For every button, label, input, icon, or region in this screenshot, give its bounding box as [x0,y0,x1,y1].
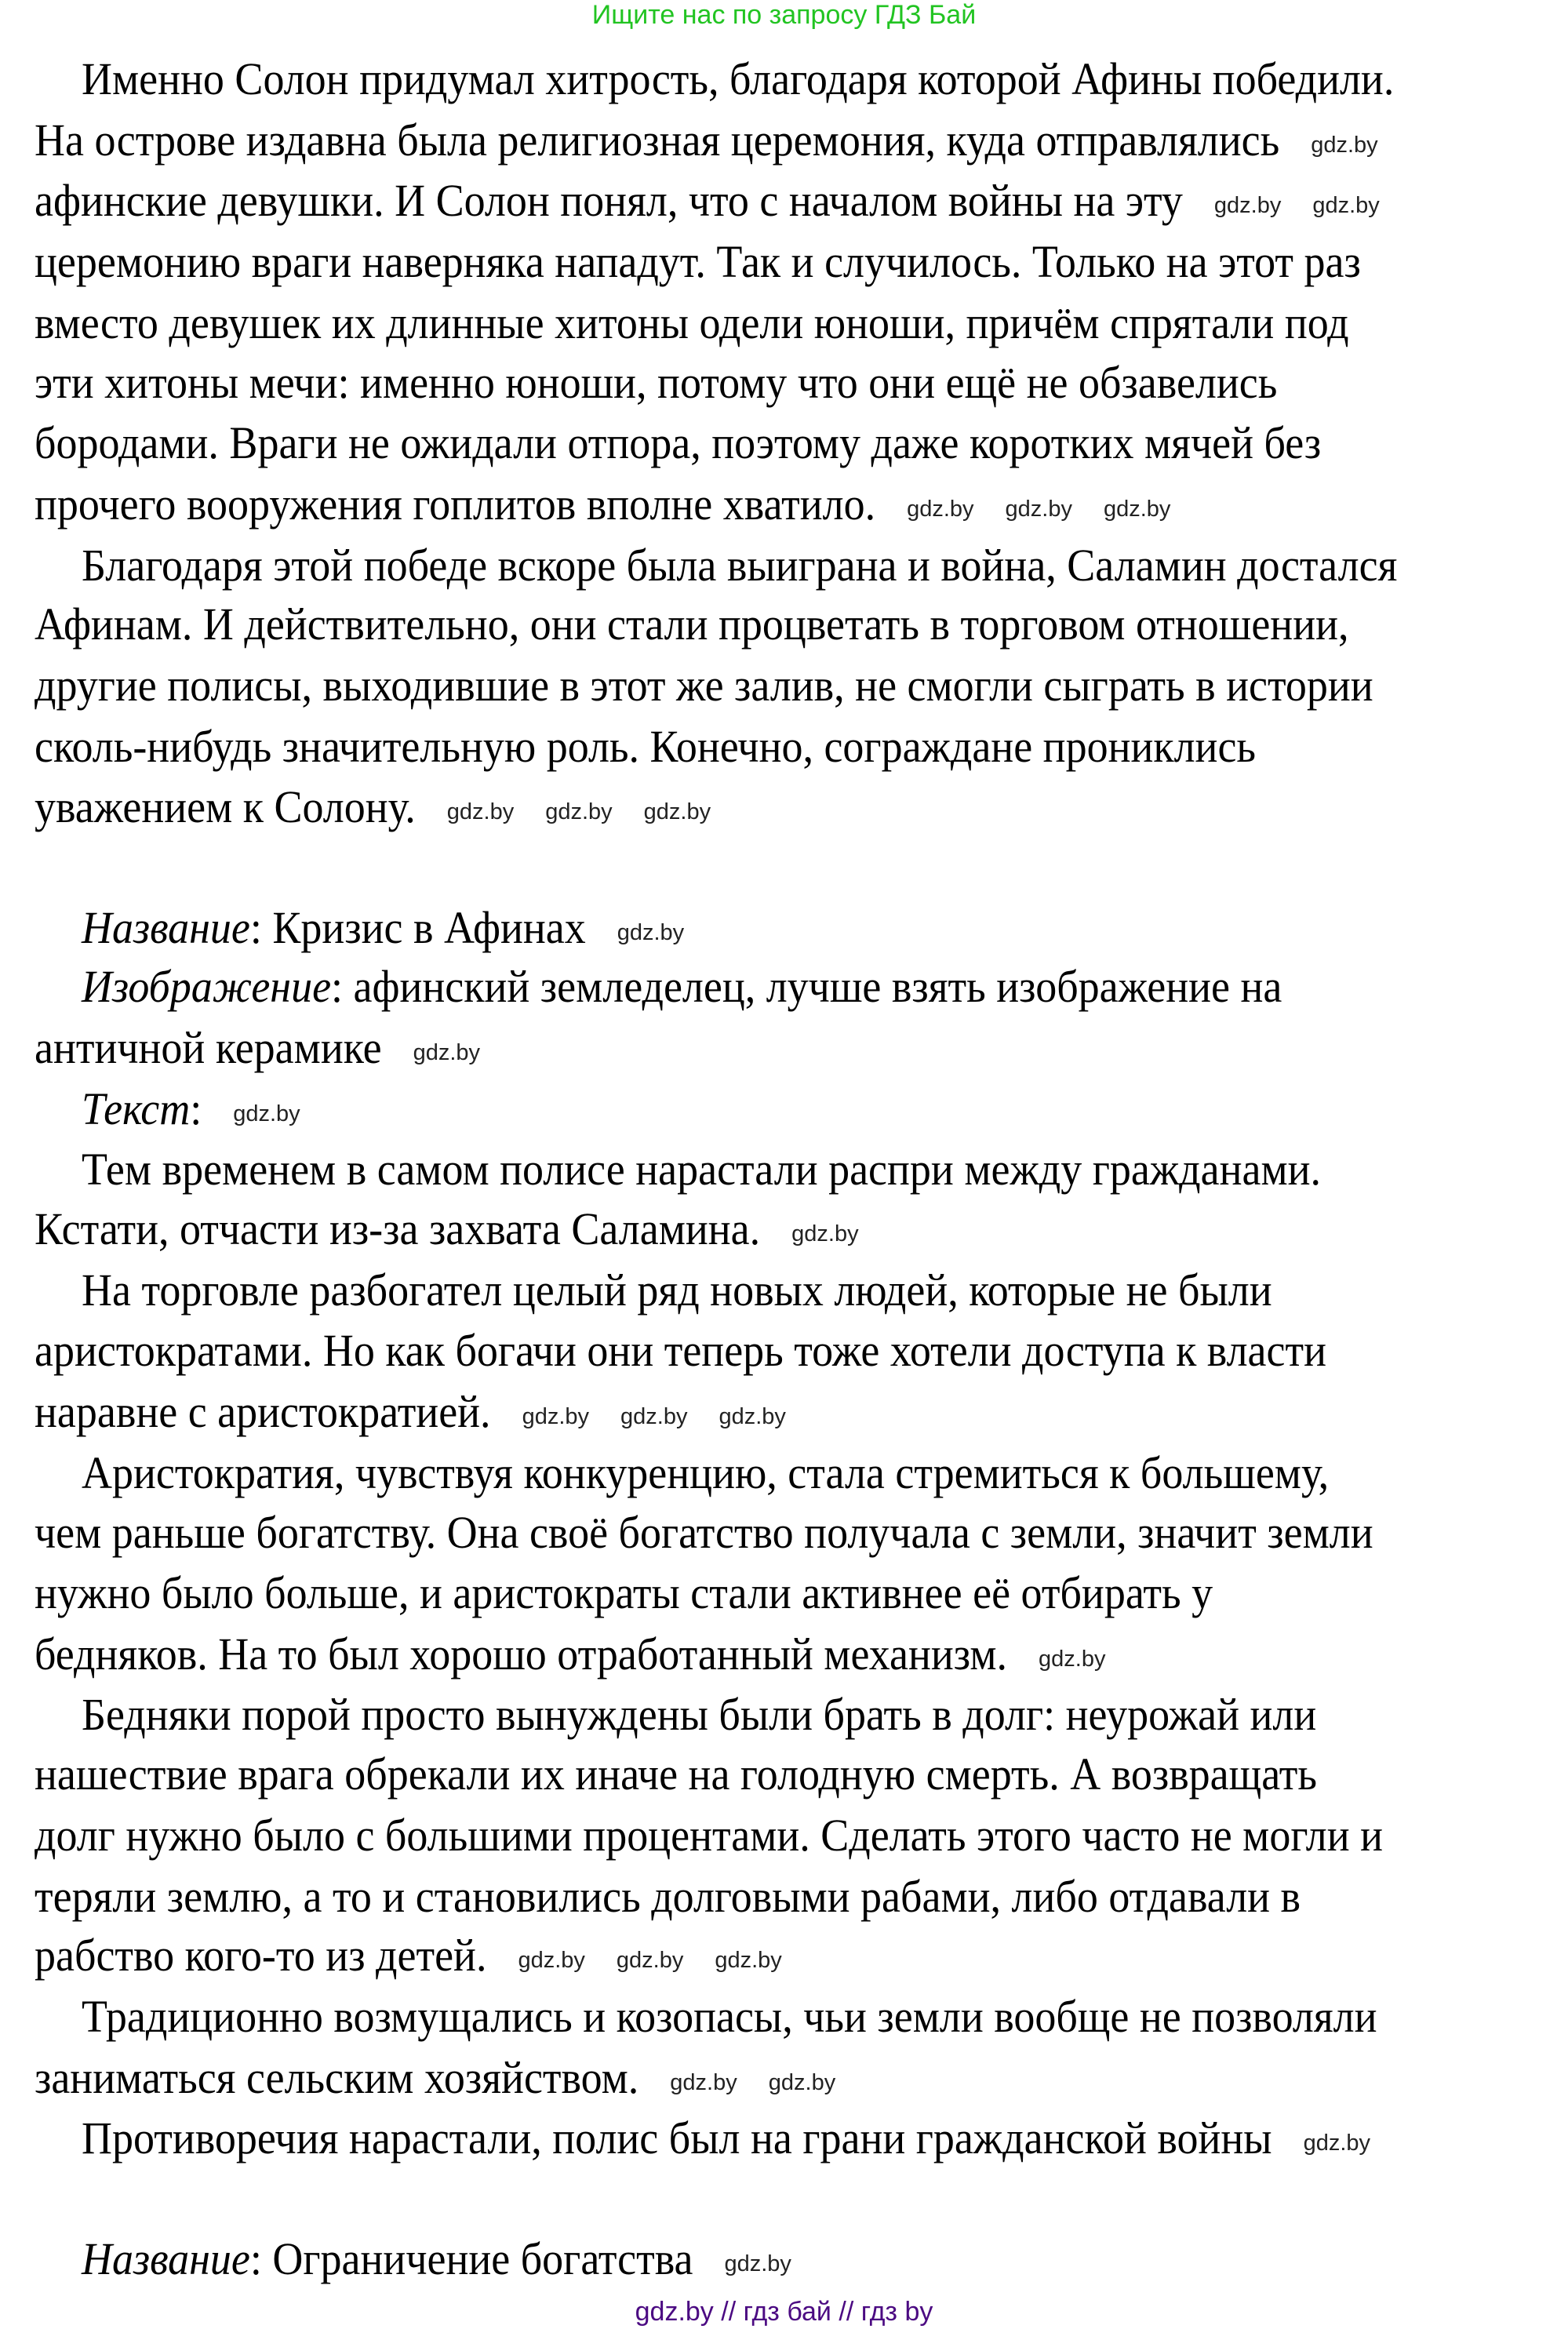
line-text: бородами. Враги не ожидали отпора, поэтому даже коротких мячей без [35,417,1322,468]
text-line [35,721,1256,772]
line-text: На острове издавна была религиозная церемония, куда отправлялись [35,114,1280,166]
line-text: рабство кого-то из детей. [35,1930,487,1981]
line-text: аристократами. Но как богачи они теперь тоже хотели доступа к власти [35,1325,1326,1377]
line-text: эти хитоны мечи: именно юноши, потому что они ещё не обзавелись [35,356,1278,408]
text-line [35,599,1349,650]
line-text: : Кризис в Афинах [249,901,586,953]
watermark: gdz.by [545,799,613,824]
text-line [35,297,1349,348]
text-line [35,2052,835,2103]
line-text: теряли землю, а то и становились долговыми рабами, либо отдавали в [35,1870,1301,1922]
watermark: gdz.by [907,496,974,522]
watermark: gdz.by [616,1947,684,1973]
watermark: gdz.by [1312,192,1380,218]
line-text: Кстати, отчасти из-за захвата Саламина. [35,1203,761,1254]
watermark: gdz.by [791,1221,859,1246]
field-label: Текст [82,1083,191,1134]
line-text: прочего вооружения гоплитов вполне хватило. [35,478,876,529]
text-line [82,1144,1321,1195]
text-line [35,1203,859,1254]
line-text: сколь-нибудь значительную роль. Конечно, сограждане прониклись [35,720,1257,772]
line-text: афинские девушки. И Солон понял, что с началом войны на эту [35,175,1183,227]
watermark: gdz.by [1303,2130,1371,2156]
text-line [82,1689,1316,1740]
watermark: gdz.by [719,1403,786,1429]
watermark: gdz.by [617,919,685,945]
text-line [35,660,1373,711]
line-text: уважением к Солону. [35,781,416,833]
line-text: Противоречия нарастали, полис был на грани гражданской войны [82,2112,1272,2164]
watermark: gdz.by [233,1101,300,1126]
watermark: gdz.by [620,1403,688,1429]
line-text: заниматься сельским хозяйством. [35,2051,639,2103]
field-label: Название [82,2233,250,2284]
line-text: Аристократия, чувствуя конкуренцию, стала стремиться к большему, [82,1447,1330,1498]
watermark: gdz.by [643,799,711,824]
text-line [82,1991,1377,2042]
watermark: gdz.by [1213,192,1282,218]
line-text: Благодаря этой победе вскоре была выиграна и война, Саламин достался [82,539,1398,591]
watermark: gdz.by [715,1947,782,1973]
text-line [35,1386,786,1437]
line-text: церемонию враги наверняка нападут. Так и случилось. Только на этот раз [35,236,1361,287]
line-text: Традиционно возмущались и козопасы, чьи земли вообще не позволяли [82,1990,1377,2042]
text-line [82,1083,300,1134]
line-text: нашествие врага обрекали их иначе на голодную смерть. А возвращать [35,1749,1318,1800]
line-text: Бедняки порой просто вынуждены были брать в долг: неурожай или [82,1689,1317,1741]
field-label: Название [82,901,250,953]
text-line [35,1022,480,1073]
watermark: gdz.by [522,1403,590,1429]
text-line [35,1930,782,1981]
text-line [35,1507,1373,1558]
text-line [35,479,1170,529]
line-text: вместо девушек их длинные хитоны одели юноши, причём спрятали под [35,297,1349,348]
text-line [82,902,684,953]
text-line [35,781,711,832]
watermark: gdz.by [518,1947,585,1973]
header-banner[interactable]: Ищите нас по запросу ГДЗ Бай [591,0,977,30]
watermark: gdz.by [1311,132,1378,158]
line-text: Тем временем в самом полисе нарастали распри между гражданами. [82,1144,1322,1195]
line-text: бедняков. На то был хорошо отработанный механизм. [35,1628,1007,1679]
line-text: наравне с аристократией. [35,1386,491,1437]
line-text: : Ограничение богатства [249,2233,693,2284]
text-line [82,1265,1272,1316]
footer-links[interactable]: gdz.by // гдз бай // гдз by [635,2297,933,2327]
text-line [35,1810,1383,1861]
text-line [35,1567,1213,1618]
line-text: : афинский земледелец, лучше взять изображение на [331,961,1282,1013]
watermark: gdz.by [768,2069,836,2095]
text-line [35,357,1277,408]
text-line [35,1871,1301,1922]
text-line [35,115,1378,166]
watermark: gdz.by [670,2069,737,2095]
line-text: другие полисы, выходившие в этот же залив, не смогли сыграть в истории [35,659,1373,711]
line-text: античной керамике [35,1022,382,1073]
text-line [35,1628,1105,1679]
line-text: чем раньше богатству. Она своё богатство получала с земли, значит земли [35,1506,1373,1558]
line-text: На торговле разбогател целый ряд новых людей, которые не были [82,1264,1272,1316]
text-line [35,1749,1317,1800]
text-line [35,1325,1326,1376]
line-text: Именно Солон придумал хитрость, благодаря которой Афины победили. [82,53,1395,104]
field-label: Изображение [82,961,332,1013]
text-line [82,961,1282,1012]
text-line [82,2112,1370,2163]
text-line [35,236,1361,287]
text-line [82,1447,1329,1498]
text-line [35,417,1321,468]
text-line [35,175,1380,226]
text-line [82,2233,791,2284]
watermark: gdz.by [1103,496,1171,522]
line-text: : [190,1083,202,1134]
line-text: Афинам. И действительно, они стали процветать в торговом отношении, [35,599,1349,650]
text-line [82,53,1394,104]
line-text: нужно было больше, и аристократы стали активнее её отбирать у [35,1567,1213,1618]
line-text: долг нужно было с большими процентами. Сделать этого часто не могли и [35,1809,1384,1861]
watermark: gdz.by [724,2251,791,2276]
watermark: gdz.by [1039,1646,1106,1672]
watermark: gdz.by [413,1039,481,1065]
watermark: gdz.by [1005,496,1072,522]
text-line [82,540,1397,591]
watermark: gdz.by [446,799,515,824]
